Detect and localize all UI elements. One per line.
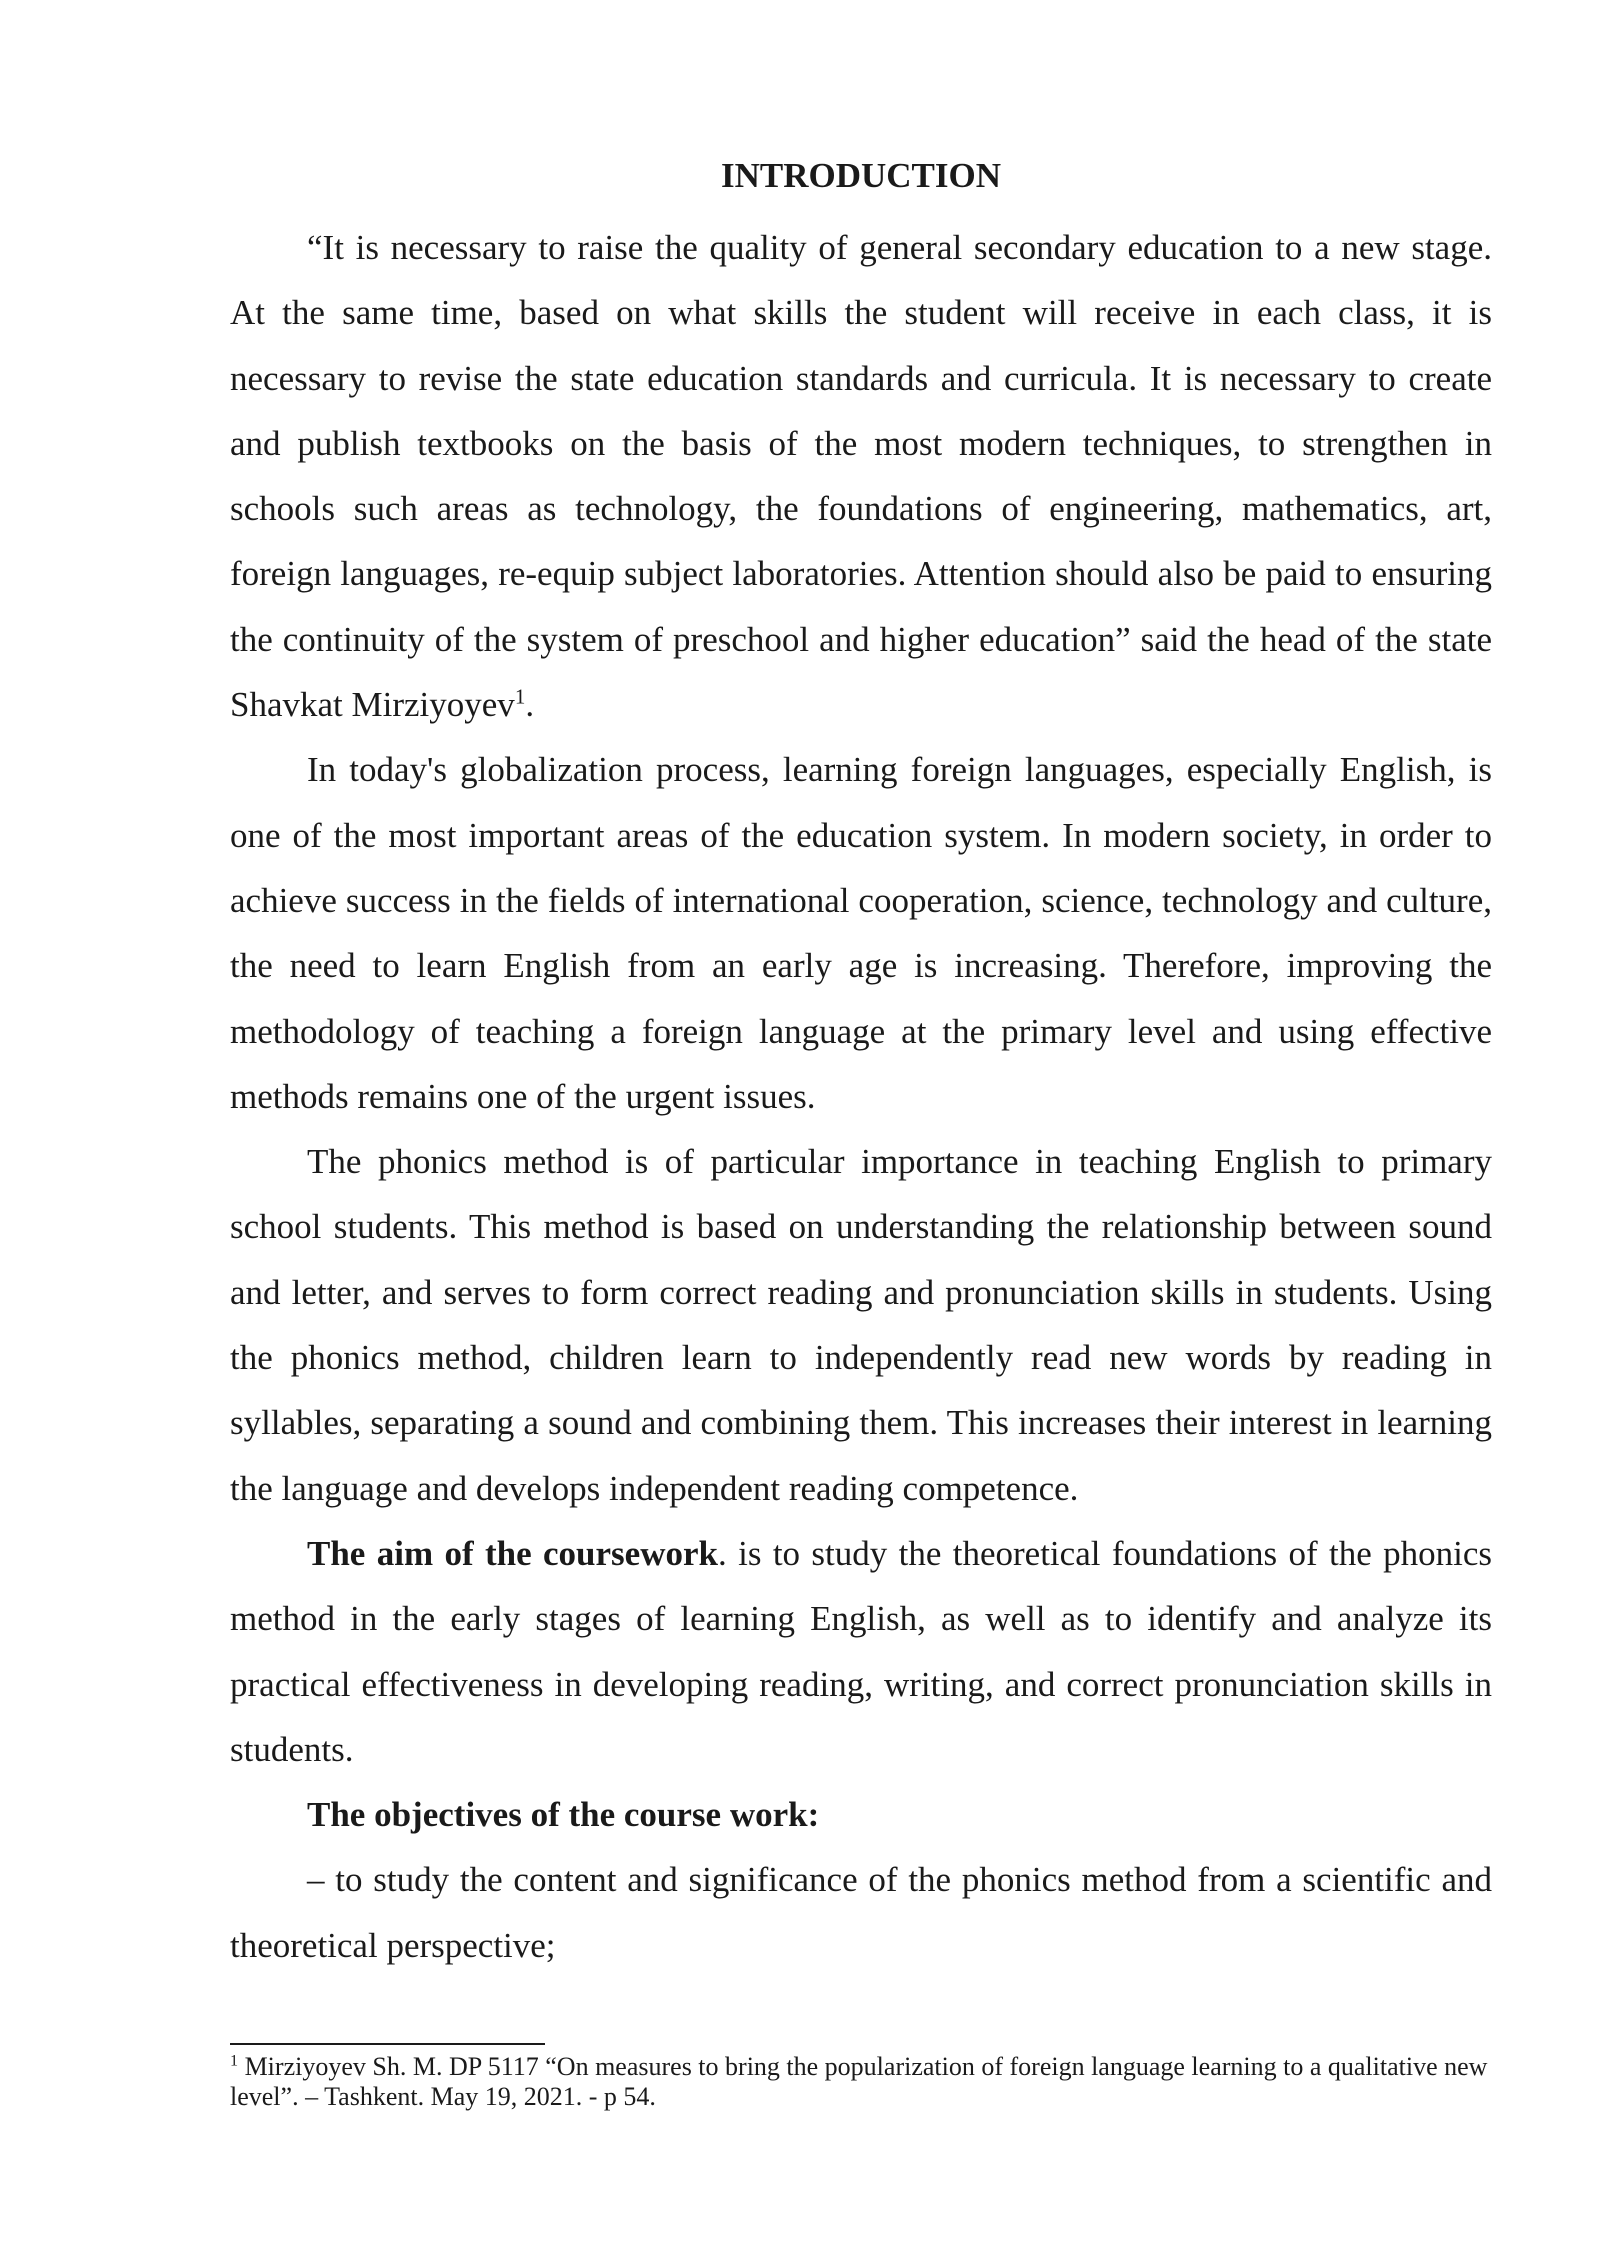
quote-text: “It is necessary to raise the quality of general secondary education to a new stage. At the same time, based on what skills the student will receive in each class, it is necessary to revise the state education standards and curricula. It is necessary to create and publish textbooks on the basis of the most modern techniques, to strengthen in schools such areas as technology, the foundations of engineering, mathematics, art, foreign languages, re-equip subject laboratories. Attention should also be paid to ensuring the continuity of the system of preschool and higher education” said the head of the state Shavkat Mirziyoyev [230, 228, 1492, 725]
footnote-number: 1 [230, 2052, 239, 2070]
phonics-paragraph: The phonics method is of particular importance in teaching English to primary school students. This method is based on understanding the relationship between sound and letter, and serves to form correct reading and pronunciation skills in students. Using the phonics method, children learn to independently read new words by reading in syllables, separating a sound and combining them. This increases their interest in learning the language and develops independent reading competence. [230, 1142, 1492, 1508]
footnote-text: Mirziyoyev Sh. M. DP 5117 “On measures to bring the popularization of foreign language learning to a qualitative new level”. – Tashkent. May 19, 2021. - p 54. [230, 2052, 1488, 2111]
objective-item: – to study the content and significance of the phonics method from a scientific and theoretical perspective; [230, 1860, 1492, 1965]
footnote-reference: 1 [514, 684, 526, 709]
aim-paragraph [230, 1521, 1492, 1782]
document-title: INTRODUCTION [720, 156, 1002, 195]
aim-label: The aim of the coursework [307, 1533, 718, 1573]
globalization-paragraph: In today's globalization process, learning foreign languages, especially English, is one of the most important areas of the education system. In modern society, in order to achieve success in the fields of international cooperation, science, technology and culture, the need to learn English from an early age is increasing. Therefore, improving the methodology of teaching a foreign language at the primary level and using effective methods remains one of the urgent issues. [230, 750, 1492, 1116]
footnote [230, 2052, 1492, 2112]
footnote-separator [230, 2043, 545, 2045]
objectives-heading: The objectives of the course work: [307, 1795, 820, 1835]
document-page [230, 150, 1492, 1978]
quote-paragraph [230, 215, 1492, 737]
aim-text: . is to study the theoretical foundations of the phonics method in the early stages of learning English, as well as to identify and analyze its practical effectiveness in developing reading, writing, and correct pronunciation skills in students. [230, 1533, 1492, 1769]
quote-end: . [525, 685, 535, 725]
